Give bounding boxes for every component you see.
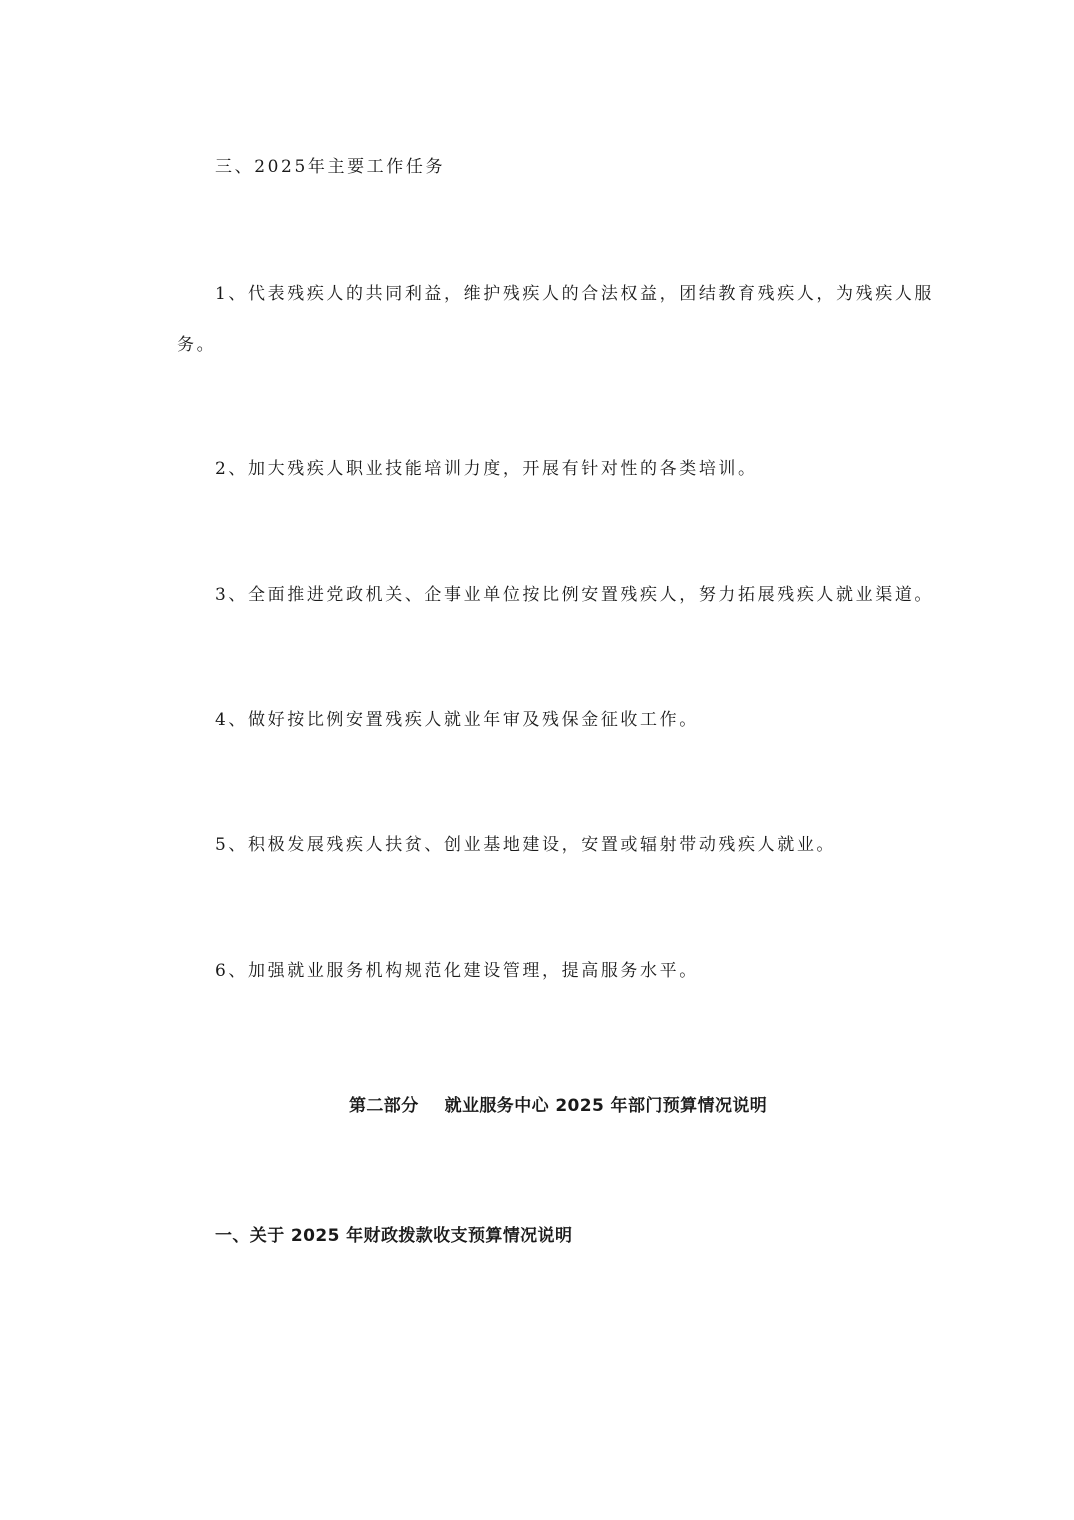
- part-label: 第二部分: [349, 1096, 419, 1116]
- section-heading: 三、2025年主要工作任务: [215, 157, 446, 177]
- list-item-1-line-2: 务。: [177, 335, 217, 355]
- list-item-3: 3、全面推进党政机关、企事业单位按比例安置残疾人，努力拓展残疾人就业渠道。: [215, 585, 935, 605]
- list-item-6: 6、加强就业服务机构规范化建设管理，提高服务水平。: [215, 961, 699, 981]
- list-item-2: 2、加大残疾人职业技能培训力度，开展有针对性的各类培训。: [215, 459, 758, 479]
- list-item-5: 5、积极发展残疾人扶贫、创业基地建设，安置或辐射带动残疾人就业。: [215, 835, 837, 855]
- subheading: 一、关于 2025 年财政拨款收支预算情况说明: [215, 1226, 573, 1246]
- list-item-4: 4、做好按比例安置残疾人就业年审及残保金征收工作。: [215, 710, 699, 730]
- part-title-text: 就业服务中心 2025 年部门预算情况说明: [444, 1096, 768, 1116]
- list-item-1-line-1: 1、代表残疾人的共同利益，维护残疾人的合法权益，团结教育残疾人，为残疾人服: [215, 284, 935, 304]
- part-title: [349, 1094, 767, 1118]
